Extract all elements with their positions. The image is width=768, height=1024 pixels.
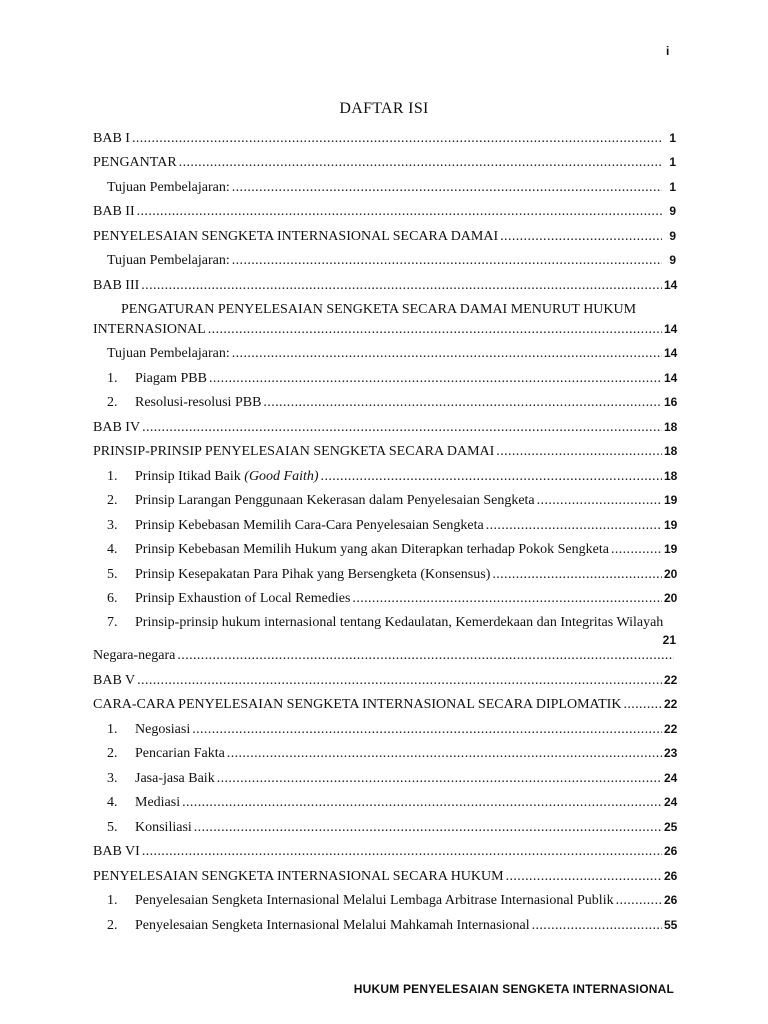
dot-leader [132,129,662,149]
toc-page-number: 14 [664,370,678,385]
dot-leader [492,565,662,585]
toc-entry-first-line [93,613,676,632]
toc-page-number: 22 [664,672,678,687]
toc-entry-number: 2. [107,917,118,933]
toc-entry[interactable] [93,343,676,364]
dot-leader [182,793,662,813]
toc-entry-label: Jasa-jasa Baik [135,770,215,786]
dot-leader [532,916,662,936]
dot-leader [217,769,662,789]
toc-entry-label-italic: (Good Faith) [244,468,319,484]
dot-leader [486,516,662,536]
toc-entry-label: BAB IV [93,419,141,435]
toc-entry[interactable] [93,466,676,487]
toc-entry-label: Negara-negara [93,648,176,663]
dot-leader [537,491,662,511]
toc-page-number: 24 [664,795,678,809]
toc-entry[interactable] [93,539,676,560]
dot-leader [506,867,662,887]
toc-entry[interactable] [93,670,676,691]
toc-entry[interactable] [93,817,676,838]
toc-entry-label-text: Prinsip Itikad Baik [135,468,241,484]
toc-entry[interactable] [93,588,676,609]
toc-page-number: 19 [664,493,678,507]
toc-entry-number: 3. [107,517,118,533]
toc-entry-label: PENGANTAR [93,155,177,170]
toc-page-number: 25 [664,819,678,834]
dot-leader [227,744,662,764]
dot-leader [321,467,662,487]
toc-entry[interactable] [93,490,676,511]
toc-entry-label: Prinsip-prinsip hukum internasional tentang Kedaulatan, Kemerdekaan dan Integritas Wilayah [135,615,664,630]
toc-entry-label: BAB V [93,672,136,688]
toc-entry-number: 4. [107,795,118,810]
toc-entry-number: 5. [107,819,118,835]
toc-entry[interactable] [93,792,676,813]
dot-leader [616,891,662,911]
toc-entry[interactable] [93,515,676,536]
toc-page-number: 26 [664,844,678,858]
toc-entry-number: 2. [107,746,118,761]
toc-page-number: 19 [664,542,678,556]
toc-entry-label: PENGATURAN PENYELESAIAN SENGKETA SECARA DAMAI MENURUT HUKUM [121,301,637,317]
toc-entry-label: PRINSIP-PRINSIP PENYELESAIAN SENGKETA SECARA DAMAI [93,444,495,459]
toc-entry-number: 2. [107,395,118,410]
toc-entry-continuation [93,646,676,666]
toc-page-number: 9 [669,228,676,243]
toc-entry-label: Prinsip Larangan Penggunaan Kekerasan dalam Penyelesaian Sengketa [135,493,535,508]
toc-page-number: 1 [669,155,676,169]
toc-entry[interactable] [93,564,676,585]
dot-leader [500,227,662,247]
dot-leader [141,276,662,296]
toc-page-number: 20 [664,591,678,605]
toc-page-number: 14 [664,346,678,360]
page-number: i [666,44,670,58]
dot-leader [177,646,674,666]
toc-entry-label: Piagam PBB [135,370,207,386]
toc-page-number: 22 [664,721,678,736]
toc-entry-label: Negosiasi [135,721,191,737]
toc-entry-label: BAB I [93,130,130,146]
toc-page-number: 1 [669,179,676,194]
toc-entry-label: Penyelesaian Sengketa Internasional Melalui Lembaga Arbitrase Internasional Publik [135,893,614,908]
dot-leader [142,418,662,438]
table-of-contents [93,124,676,936]
toc-entry[interactable] [93,250,676,271]
toc-entry[interactable] [93,841,676,862]
toc-entry[interactable] [93,890,676,911]
page-title: DAFTAR ISI [339,100,429,117]
toc-entry-label: PENYELESAIAN SENGKETA INTERNASIONAL SECARA HUKUM [93,868,504,884]
toc-entry-number: 5. [107,566,118,582]
toc-entry-number: 2. [107,493,118,508]
dot-leader [232,178,662,198]
toc-page-number: 19 [664,517,678,532]
toc-page-number: 26 [664,868,678,883]
toc-entry-label: CARA-CARA PENYELESAIAN SENGKETA INTERNASIONAL SECARA DIPLOMATIK [93,697,622,712]
toc-entry-label: BAB VI [93,844,140,859]
toc-page-number: 1 [669,130,676,145]
toc-entry-label: Penyelesaian Sengketa Internasional Melalui Mahkamah Internasional [135,917,530,933]
dot-leader [208,320,662,340]
toc-page-number: 18 [664,468,678,483]
toc-entry-label: BAB III [93,277,140,293]
toc-entry[interactable] [93,275,676,296]
dot-leader [194,818,662,838]
toc-page-number: 21 [662,633,676,647]
toc-entry-label: PENYELESAIAN SENGKETA INTERNASIONAL SECARA DAMAI [93,228,499,244]
toc-entry-label: Prinsip Kebebasan Memilih Hukum yang akan Diterapkan terhadap Pokok Sengketa [135,542,609,557]
dot-leader [137,671,662,691]
toc-page-number: 16 [664,395,678,409]
toc-page-number: 20 [664,566,678,581]
toc-page-number: 9 [669,253,676,267]
toc-entry[interactable] [93,226,676,247]
toc-page-number: 26 [664,893,678,907]
toc-entry[interactable] [93,441,676,462]
toc-entry-label: Prinsip Kesepakatan Para Pihak yang Bersengketa (Konsensus) [135,566,491,582]
toc-entry[interactable] [93,152,676,173]
toc-entry-number: 1. [107,893,118,908]
toc-entry[interactable] [93,768,676,789]
toc-entry-number: 3. [107,770,118,786]
dot-leader [496,442,662,462]
toc-page-number: 9 [669,204,676,218]
toc-entry-label: Tujuan Pembelajaran: [107,346,230,361]
toc-page-number: 14 [664,321,678,336]
toc-entry-number: 1. [107,721,118,737]
toc-entry-label: Tujuan Pembelajaran: [107,179,230,195]
dot-leader [232,251,662,271]
toc-page-number: 18 [664,444,678,458]
toc-entry-label: Tujuan Pembelajaran: [107,253,230,268]
running-footer: HUKUM PENYELESAIAN SENGKETA INTERNASIONAL [353,982,674,996]
toc-page-number: 24 [664,770,678,785]
toc-page-number: 55 [664,917,678,932]
toc-entry-label: INTERNASIONAL [93,321,206,337]
dot-leader [623,695,662,715]
toc-page-number: 18 [664,419,678,434]
toc-entry-label: Resolusi-resolusi PBB [135,395,262,410]
toc-entry-number: 7. [107,615,118,630]
toc-entry[interactable] [93,177,676,198]
toc-entry[interactable] [93,128,676,149]
dot-leader [137,202,662,222]
toc-entry[interactable] [93,743,676,764]
toc-page-number: 23 [664,746,678,760]
toc-entry-label: Prinsip Kebebasan Memilih Cara-Cara Penyelesaian Sengketa [135,517,484,533]
toc-entry-number: 1. [107,370,118,386]
dot-leader [232,344,662,364]
toc-entry[interactable] [93,368,676,389]
toc-entry-number: 4. [107,542,118,557]
toc-entry-label: Konsiliasi [135,819,192,835]
toc-entry-label [135,467,319,487]
toc-entry[interactable] [93,915,676,936]
dot-leader [142,842,662,862]
toc-page-number: 14 [664,277,678,292]
toc-entry-number: 1. [107,468,118,484]
toc-entry-label: Pencarian Fakta [135,746,225,761]
toc-entry[interactable] [93,300,676,340]
dot-leader [179,153,662,173]
dot-leader [209,369,662,389]
toc-entry-number: 6. [107,591,118,606]
toc-entry[interactable] [93,392,676,413]
dot-leader [352,589,662,609]
toc-page-number: 22 [664,697,678,711]
dot-leader [192,720,662,740]
toc-entry[interactable] [93,719,676,740]
toc-entry[interactable] [93,417,676,438]
toc-entry-label: BAB II [93,204,135,219]
toc-entry[interactable] [93,201,676,222]
dot-leader [263,393,662,413]
toc-entry-label: Prinsip Exhaustion of Local Remedies [135,591,351,606]
toc-entry-continuation [93,319,676,340]
toc-entry[interactable] [93,866,676,887]
toc-entry[interactable] [93,613,676,666]
dot-leader [611,540,662,560]
toc-entry[interactable] [93,694,676,715]
toc-entry-label: Mediasi [135,795,181,810]
